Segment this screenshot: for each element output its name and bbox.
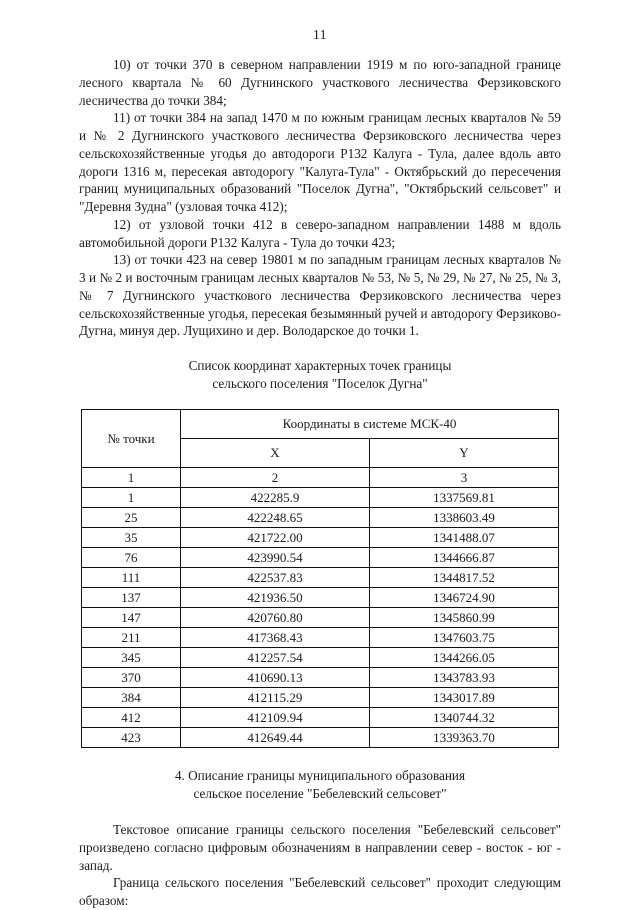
cell-point-number: 76 [82, 548, 181, 568]
cell-x: 422285.9 [181, 488, 370, 508]
table-row [82, 668, 559, 688]
table-row [82, 688, 559, 708]
cell-x: 410690.13 [181, 668, 370, 688]
cell-point-number: 35 [82, 528, 181, 548]
page-content [79, 43, 561, 910]
paragraph-tail-1: Текстовое описание границы сельского поселения "Бебелевский сельсовет" произведено согласно цифровым обозначениям в направлении север - восток - юг - запад. [79, 822, 561, 873]
coordinates-table [81, 409, 559, 748]
cell-point-number: 147 [82, 608, 181, 628]
table-row [82, 528, 559, 548]
cell-y: 1344666.87 [370, 548, 559, 568]
table-header-row-1 [82, 410, 559, 439]
cell-x: 422248.65 [181, 508, 370, 528]
coordinates-table-wrapper [79, 409, 561, 748]
table-row [82, 628, 559, 648]
table-row [82, 728, 559, 748]
cell-y: 1339363.70 [370, 728, 559, 748]
cell-y: 1343783.93 [370, 668, 559, 688]
table-row-numbering [82, 468, 559, 488]
header-y: Y [370, 439, 559, 468]
numbering-cell-1: 1 [82, 468, 181, 488]
cell-point-number: 137 [82, 588, 181, 608]
cell-x: 420760.80 [181, 608, 370, 628]
paragraph-item-12: 12) от узловой точки 412 в северо-западном направлении 1488 м вдоль автомобильной дороги Р132 Калуга - Тула до точки 423; [79, 216, 561, 250]
cell-x: 412115.29 [181, 688, 370, 708]
table-row [82, 568, 559, 588]
cell-y: 1346724.90 [370, 588, 559, 608]
cell-point-number: 384 [82, 688, 181, 708]
paragraph-tail-2: Граница сельского поселения "Бебелевский сельсовет" проходит следующим образом: [79, 875, 561, 909]
cell-point-number: 423 [82, 728, 181, 748]
table-row [82, 648, 559, 668]
cell-point-number: 370 [82, 668, 181, 688]
cell-point-number: 111 [82, 568, 181, 588]
table-row [82, 548, 559, 568]
cell-y: 1344266.05 [370, 648, 559, 668]
cell-x: 422537.83 [181, 568, 370, 588]
table-body [82, 468, 559, 748]
cell-x: 421722.00 [181, 528, 370, 548]
table-row [82, 608, 559, 628]
cell-y: 1341488.07 [370, 528, 559, 548]
paragraph-item-11: 11) от точки 384 на запад 1470 м по южным границам лесных кварталов № 59 и № 2 Дугнинского участкового лесничества Ферзиковского лесничества через сельскохозяйственные угодья до автодороги Р132 Калуга - Тула, далее вдоль авто дороги 1316 м, пересекая автодорогу "Калуга-Тула" - Октябрьский до пересечения границ муниципальных образований "Поселок Дугна", "Октябрьский сельсовет" и "Деревня Зудна" (узловая точка 412); [79, 110, 561, 214]
cell-x: 417368.43 [181, 628, 370, 648]
table-row [82, 488, 559, 508]
cell-x: 412109.94 [181, 708, 370, 728]
numbering-cell-2: 2 [181, 468, 370, 488]
paragraph-item-10: 10) от точки 370 в северном направлении 1919 м по юго-западной границе лесного квартала № 60 Дугнинского участкового лесничества Ферзиковского лесничества до точки 384; [79, 57, 561, 108]
cell-point-number: 211 [82, 628, 181, 648]
cell-point-number: 25 [82, 508, 181, 528]
table-title-line-2: сельского поселения "Поселок Дугна" [212, 375, 428, 391]
header-point-number: № точки [82, 410, 181, 468]
cell-point-number: 412 [82, 708, 181, 728]
table-title-line-1: Список координат характерных точек границы [188, 358, 452, 373]
paragraph-item-13: 13) от точки 423 на север 19801 м по западным границам лесных кварталов № 3 и № 2 и восточным границам лесных кварталов № 53, № 5, № 29, № 27, № 25, № 3, № 7 Дугнинского участкового лесничества Ферзиковского лесничества через сельскохозяйственные угодья, пересекая безымянный ручей и автодорогу Ферзиково-Дугна, минуя дер. Лущихино и дер. Володарское до точки 1. [79, 252, 561, 339]
cell-y: 1338603.49 [370, 508, 559, 528]
cell-x: 412649.44 [181, 728, 370, 748]
cell-y: 1343017.89 [370, 688, 559, 708]
cell-y: 1345860.99 [370, 608, 559, 628]
cell-y: 1340744.32 [370, 708, 559, 728]
cell-point-number: 345 [82, 648, 181, 668]
cell-x: 412257.54 [181, 648, 370, 668]
cell-y: 1347603.75 [370, 628, 559, 648]
section-4-line-2: сельское поселение "Бебелевский сельсовет" [193, 785, 447, 801]
header-coordinates-group: Координаты в системе МСК-40 [181, 410, 559, 439]
table-head [82, 410, 559, 468]
section-4-line-1: 4. Описание границы муниципального образования [174, 768, 466, 784]
table-title [79, 357, 561, 392]
numbering-cell-3: 3 [370, 468, 559, 488]
tail-paragraphs [79, 821, 561, 910]
cell-y: 1337569.81 [370, 488, 559, 508]
table-row [82, 508, 559, 528]
cell-y: 1344817.52 [370, 568, 559, 588]
table-row [82, 708, 559, 728]
cell-x: 421936.50 [181, 588, 370, 608]
header-x: X [181, 439, 370, 468]
cell-x: 423990.54 [181, 548, 370, 568]
cell-point-number: 1 [82, 488, 181, 508]
section-4-heading [79, 767, 561, 802]
page-number: 11 [313, 27, 327, 42]
table-row [82, 588, 559, 608]
